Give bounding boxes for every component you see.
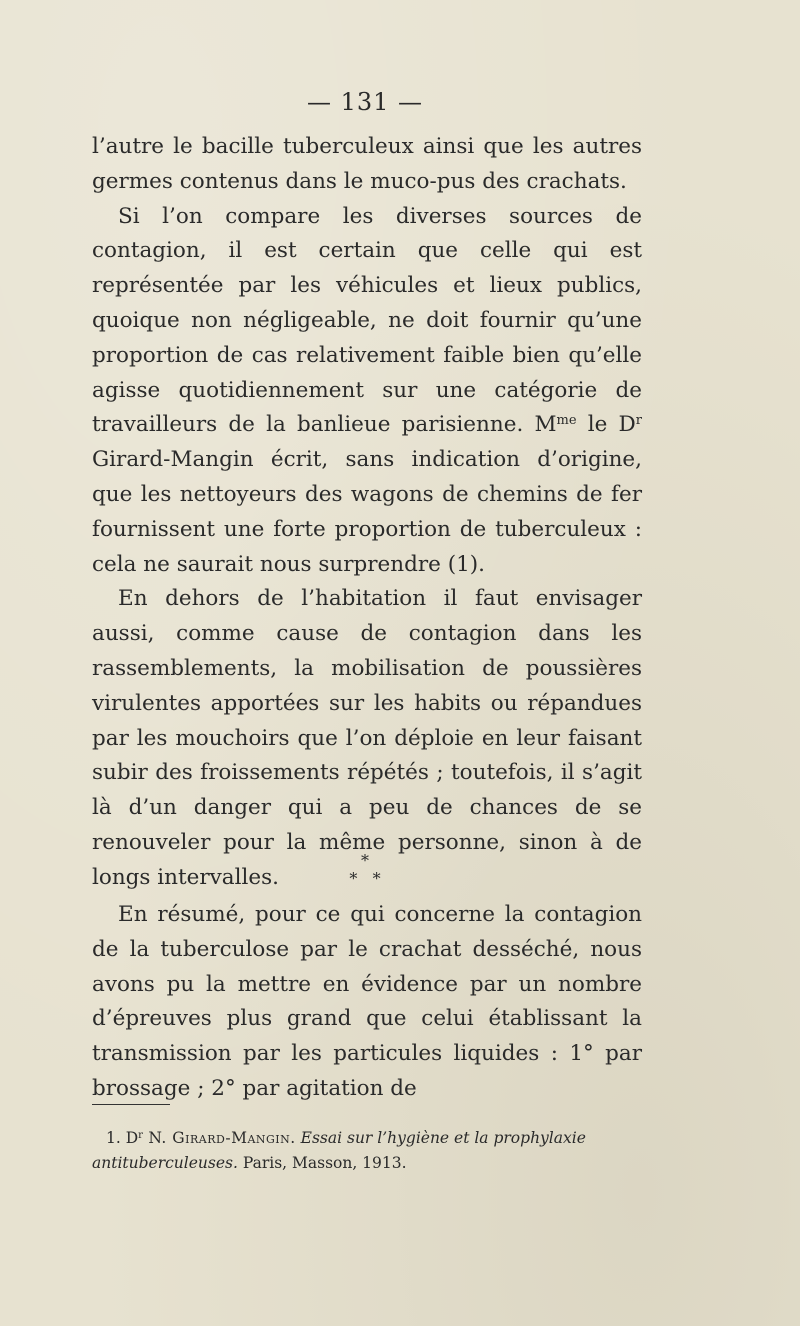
asterism-bottom: * * <box>349 869 381 888</box>
paragraph-text: le D <box>576 412 636 438</box>
footnote-divider <box>92 1104 170 1105</box>
page-number: — 131 — <box>306 88 424 116</box>
paragraph-continuation: l’autre le bacille tuberculeux ainsi que les autres germes contenus dans le muco-pus des crachats. <box>92 134 642 194</box>
footnote-prefix: D <box>120 1129 139 1147</box>
paragraph-contagion-sources <box>92 200 642 583</box>
asterism-top: * <box>361 851 369 870</box>
paragraph-text: Si l’on compare les diverses sources de contagion, il est certain que celle qui est représentée par les véhicules et lieux publics, quoique non négligeable, ne doit fournir qu’une proportion de cas relativement faible bien qu’elle agisse quotidiennement sur une catégorie de travailleurs de la banlieue parisienne. M <box>92 203 642 438</box>
footnote <box>92 1126 652 1176</box>
summary-text <box>92 898 642 1107</box>
footnote-author: N. Girard-Mangin. <box>142 1129 296 1147</box>
superscript: me <box>556 413 577 429</box>
paragraph-text: Girard-Mangin écrit, sans indication d’origine, que les nettoyeurs des wagons de chemins de fer fournissent une forte proportion de tuberculeux : cela ne saurait nous surprendre (1). <box>92 447 642 577</box>
footnote-publisher: Paris, Masson, 1913. <box>237 1154 407 1172</box>
footnote-number: 1. <box>106 1129 121 1147</box>
superscript: r <box>138 1130 143 1141</box>
paragraph-summary: En résumé, pour ce qui concerne la contagion de la tuberculose par le crachat desséché, nous avons pu la mettre en évidence par un nombre d’épreuves plus grand que celui établissant la transmission par les particules liquides : 1° par brossage ; 2° par agitation de <box>92 902 642 1101</box>
asterism-separator <box>330 852 400 888</box>
footnote-title: Essai sur l’hygiène et la prophylaxie antituberculeuses. <box>92 1129 586 1172</box>
paragraph-habitation: En dehors de l’habitation il faut envisager aussi, comme cause de contagion dans les rassemblements, la mobilisation de poussières virulentes apportées sur les habits ou répandues par les mouchoirs que l’on déploie en leur faisant subir des froissements répétés ; toutefois, il s’agit là d’un danger qui a peu de chances de se renouveler pour la même personne, sinon à de longs intervalles. <box>92 586 642 890</box>
superscript: r <box>635 413 643 429</box>
main-text <box>92 130 642 896</box>
